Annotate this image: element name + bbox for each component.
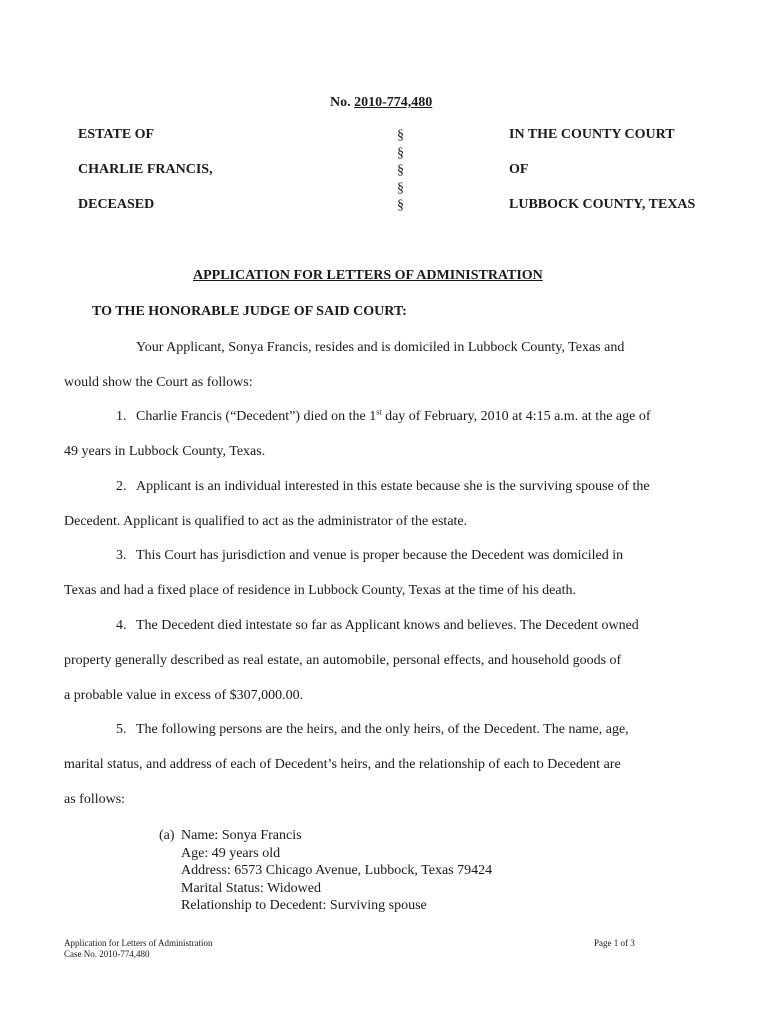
section-symbol: § <box>397 163 404 178</box>
caption-decedent-name: CHARLIE FRANCIS, <box>78 162 213 177</box>
paragraph-4-line-1: The Decedent died intestate so far as Applicant knows and believes. The Decedent owned <box>136 618 639 633</box>
paragraph-4-number: 4. <box>116 618 127 633</box>
ordinal-suffix: st <box>376 407 382 417</box>
footer-document-title: Application for Letters of Administration <box>64 938 213 948</box>
paragraph-1-text: Charlie Francis (“Decedent”) died on the 1 <box>136 409 377 424</box>
paragraph-1-line-2: 49 years in Lubbock County, Texas. <box>64 444 266 459</box>
paragraph-5-line-1: The following persons are the heirs, and the only heirs, of the Decedent. The name, age, <box>136 722 629 737</box>
paragraph-5-line-3: as follows: <box>64 792 126 807</box>
paragraph-2-number: 2. <box>116 479 127 494</box>
paragraph-3-number: 3. <box>116 548 127 563</box>
salutation: TO THE HONORABLE JUDGE OF SAID COURT: <box>92 304 407 319</box>
paragraph-2-line-1: Applicant is an individual interested in this estate because she is the surviving spouse of the <box>136 479 650 494</box>
paragraph-2-line-2: Decedent. Applicant is qualified to act as the administrator of the estate. <box>64 514 468 529</box>
paragraph-4-line-2: property generally described as real estate, an automobile, personal effects, and household goods of <box>64 653 622 668</box>
footer-left <box>64 938 212 960</box>
heir-a-label: (a) <box>159 828 175 843</box>
paragraph-1-line-1 <box>136 409 651 425</box>
case-number-value: 2010-774,480 <box>354 95 433 110</box>
case-number <box>330 95 432 111</box>
section-symbol: § <box>397 128 404 143</box>
section-symbol: § <box>397 198 404 213</box>
paragraph-1-text-continued: day of February, 2010 at 4:15 a.m. at the age of <box>381 409 651 424</box>
case-number-prefix: No. <box>330 95 355 110</box>
paragraph-4-line-3: a probable value in excess of $307,000.00. <box>64 688 304 703</box>
section-symbol: § <box>397 180 404 196</box>
intro-line-1: Your Applicant, Sonya Francis, resides and is domiciled in Lubbock County, Texas and <box>136 340 625 355</box>
heir-a-address: Address: 6573 Chicago Avenue, Lubbock, Texas 79424 <box>181 863 493 878</box>
heir-a-age: Age: 49 years old <box>181 845 281 861</box>
section-symbol: § <box>397 145 404 161</box>
paragraph-5-line-2: marital status, and address of each of Decedent’s heirs, and the relationship of each to Decedent are <box>64 757 621 772</box>
heir-a-name: Name: Sonya Francis <box>181 828 302 843</box>
footer-case-number: Case No. 2010-774,480 <box>64 949 150 959</box>
caption-court: IN THE COUNTY COURT <box>509 127 675 142</box>
caption-section-symbols <box>397 127 404 215</box>
paragraph-3-line-1: This Court has jurisdiction and venue is proper because the Decedent was domiciled in <box>136 548 624 563</box>
heir-a-relationship: Relationship to Decedent: Surviving spouse <box>181 898 427 913</box>
intro-line-2: would show the Court as follows: <box>64 375 253 390</box>
paragraph-1-number: 1. <box>116 409 127 424</box>
paragraph-3-line-2: Texas and had a fixed place of residence in Lubbock County, Texas at the time of his death. <box>64 583 576 598</box>
document-title: APPLICATION FOR LETTERS OF ADMINISTRATION <box>193 268 543 283</box>
caption-of: OF <box>509 162 529 177</box>
heir-a-details <box>181 827 492 915</box>
caption-deceased: DECEASED <box>78 197 155 212</box>
footer-page-number: Page 1 of 3 <box>594 938 635 948</box>
caption-estate-of: ESTATE OF <box>78 127 155 142</box>
heir-a-marital-status: Marital Status: Widowed <box>181 880 321 896</box>
caption-county: LUBBOCK COUNTY, TEXAS <box>509 197 696 212</box>
paragraph-5-number: 5. <box>116 722 127 737</box>
